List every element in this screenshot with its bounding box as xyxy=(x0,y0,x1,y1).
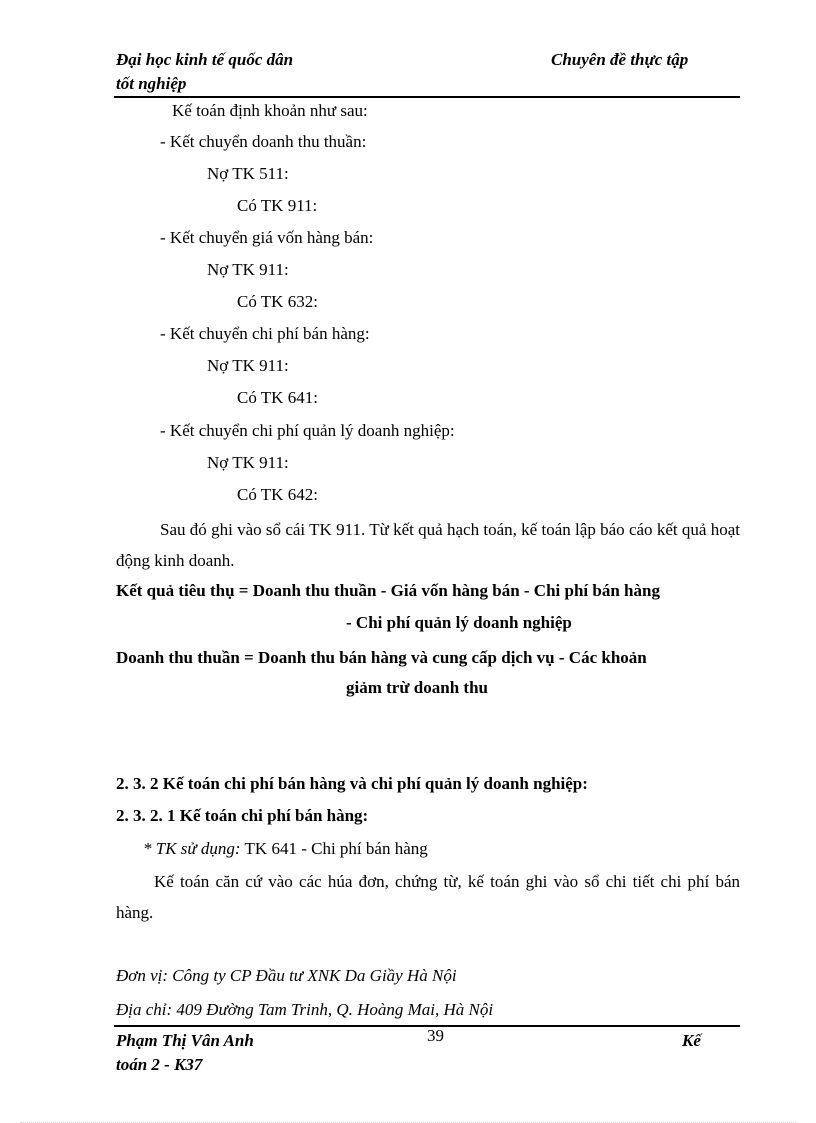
footer-author: Phạm Thị Vân Anh xyxy=(116,1031,254,1050)
entry-credit: Có TK 632: xyxy=(237,292,318,311)
entry-credit: Có TK 911: xyxy=(237,196,318,215)
subsection-heading: 2. 3. 2. 1 Kế toán chi phí bán hàng: xyxy=(116,806,369,825)
footer-author-cont: toán 2 - K37 xyxy=(116,1055,203,1074)
entry-title: - Kết chuyển chi phí quản lý doanh nghiệp: xyxy=(160,421,455,440)
entry-debit: Nợ TK 911: xyxy=(207,260,289,279)
entry-credit: Có TK 642: xyxy=(237,485,318,504)
company-unit: Đơn vị: Công ty CP Đầu tư XNK Da Giầy Hà Nội xyxy=(116,966,457,985)
formula-revenue: Doanh thu thuần = Doanh thu bán hàng và cung cấp dịch vụ - Các khoản xyxy=(116,648,647,667)
formula-result-cont: - Chi phí quản lý doanh nghiệp xyxy=(346,613,572,632)
entry-credit: Có TK 641: xyxy=(237,388,318,407)
entry-title: - Kết chuyển chi phí bán hàng: xyxy=(160,324,370,343)
summary-paragraph: Sau đó ghi vào sổ cái TK 911. Từ kết quả hạch toán, kế toán lập báo cáo kết quả hoạt động kinh doanh. xyxy=(116,520,740,570)
header-rule xyxy=(114,96,740,98)
tk-value: TK 641 - Chi phí bán hàng xyxy=(240,839,428,858)
company-address: Địa chỉ: 409 Đường Tam Trinh, Q. Hoàng Mai, Hà Nội xyxy=(116,1000,494,1019)
entry-title: - Kết chuyển giá vốn hàng bán: xyxy=(160,228,374,247)
header-school: Đại học kinh tế quốc dân xyxy=(116,50,294,69)
entry-debit: Nợ TK 511: xyxy=(207,164,289,183)
tk-line xyxy=(143,839,428,859)
header-title: Chuyên đề thực tập xyxy=(551,50,689,69)
tk-label: * TK sử dụng: xyxy=(143,839,241,858)
formula-result: Kết quả tiêu thụ = Doanh thu thuần - Giá vốn hàng bán - Chi phí bán hàng xyxy=(116,581,660,600)
intro-text: Kế toán định khoản như sau: xyxy=(172,101,368,120)
entry-debit: Nợ TK 911: xyxy=(207,453,289,472)
formula-revenue-cont: giảm trừ doanh thu xyxy=(346,678,488,697)
detail-paragraph: Kế toán căn cứ vào các húa đơn, chứng từ, kế toán ghi vào sổ chi tiết chi phí bán hàng. xyxy=(116,872,740,922)
page-number: 39 xyxy=(427,1026,444,1045)
header-school-cont: tốt nghiệp xyxy=(116,74,187,93)
entry-debit: Nợ TK 911: xyxy=(207,356,289,375)
entry-title: - Kết chuyển doanh thu thuần: xyxy=(160,132,367,151)
section-heading: 2. 3. 2 Kế toán chi phí bán hàng và chi phí quản lý doanh nghiệp: xyxy=(116,774,588,793)
footer-right: Kế xyxy=(682,1031,701,1050)
